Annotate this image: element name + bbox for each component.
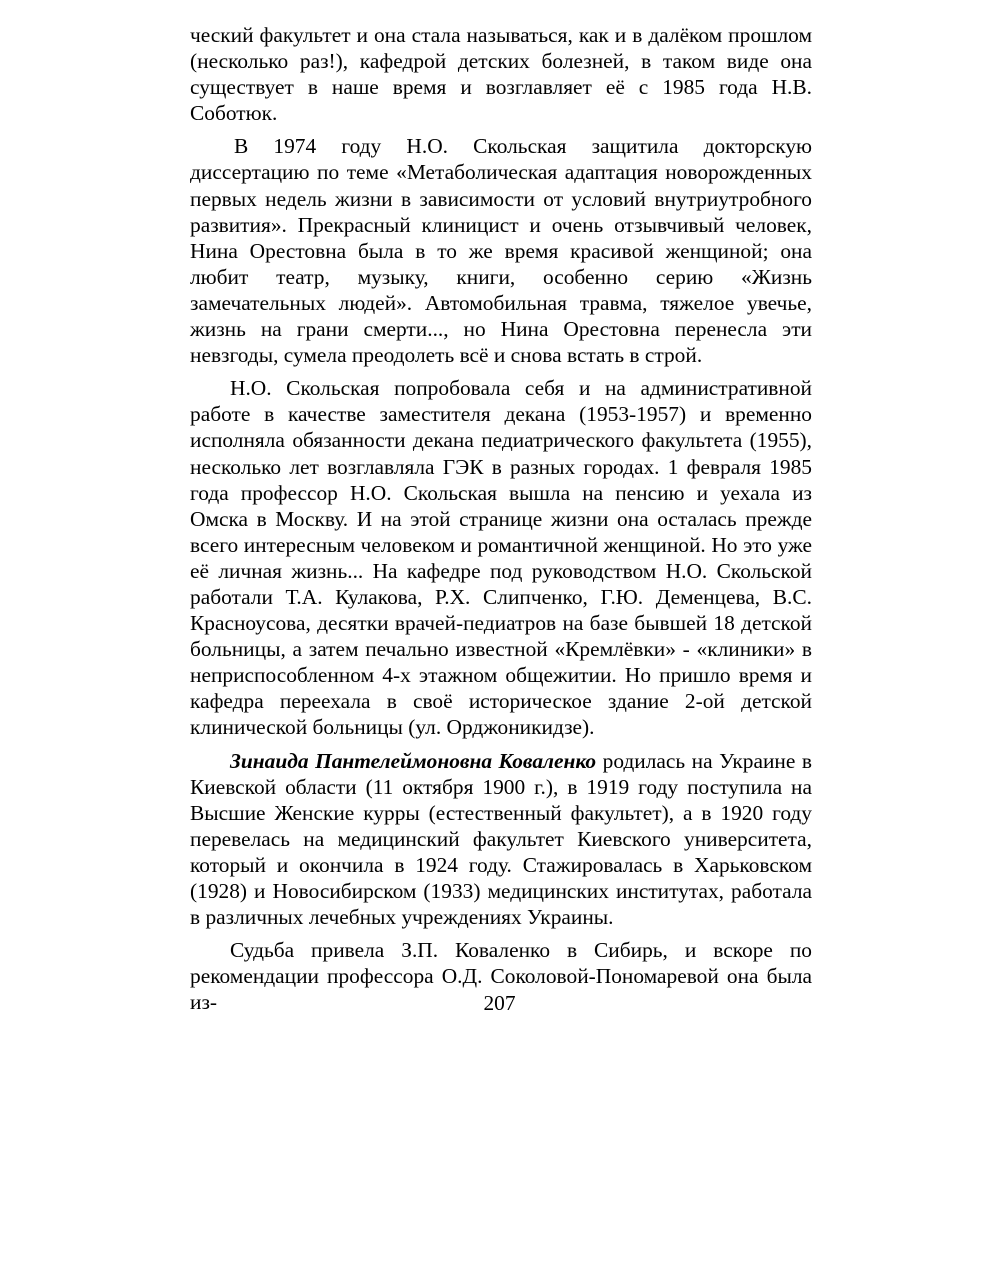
paragraph-2: В 1974 году Н.О. Скольская защитила докторскую диссертацию по теме «Метаболическая адаптация новорожденных первых недель жизни в зависимости от условий внутриутробного развития». Прекрасный клиницист и очень отзывчивый человек, Нина Орестовна была в то же время красивой женщиной; она любит театр, музыку, книги, особенно серию «Жизнь замечательных людей». Автомобильная травма, тяжелое увечье, жизнь на грани смерти..., но Нина Орестовна перенесла эти невзгоды, сумела преодолеть всё и снова встать в строй. (190, 134, 812, 368)
paragraph-5: Судьба привела З.П. Коваленко в Сибирь, и вскоре по рекомендации профессора О.Д. Соколовой-Пономаревой она была из- (190, 938, 812, 1015)
person-name-kovalenko: Зинаида Пантелеймоновна Коваленко (230, 748, 597, 773)
page-body (190, 22, 812, 1015)
paragraph-4-text: родилась на Украине в Киевской области (11 октября 1900 г.), в 1919 году поступила на Высшие Женские курры (естественный факультет), а в 1920 году перевелась на медицинский факультет Киевского университета, который и окончила в 1924 году. Стажировалась в Харьковском (1928) и Новосибирском (1933) медицинских институтах, работала в различных лечебных учреждениях Украины. (190, 748, 812, 930)
page-number: 207 (483, 991, 516, 1015)
paragraph-1: ческий факультет и она стала называться, как и в далёком прошлом (несколько раз!), кафедрой детских болезней, в таком виде она существует в наше время и возглавляет её с 1985 года Н.В. Соботюк. (190, 23, 812, 126)
paragraph-4 (190, 748, 812, 931)
paragraph-3: Н.О. Скольская попробовала себя и на административной работе в качестве заместителя декана (1953-1957) и временно исполняла обязанности декана педиатрического факультета (1955), несколько лет возглавляла ГЭК в разных городах. 1 февраля 1985 года профессор Н.О. Скольская вышла на пенсию и уехала из Омска в Москву. И на этой странице жизни она осталась прежде всего интересным человеком и романтичной женщиной. Но это уже её личная жизнь... На кафедре под руководством Н.О. Скольской работали Т.А. Кулакова, Р.Х. Слипченко, Г.Ю. Деменцева, В.С. Красноусова, десятки врачей-педиатров на базе бывшей 18 детской больницы, а затем печально известной «Кремлёвки» - «клиники» в неприспособленном 4-х этажном общежитии. Но пришло время и кафедра переехала в своё историческое здание 2-ой детской клинической больницы (ул. Орджоникидзе). (190, 376, 812, 740)
